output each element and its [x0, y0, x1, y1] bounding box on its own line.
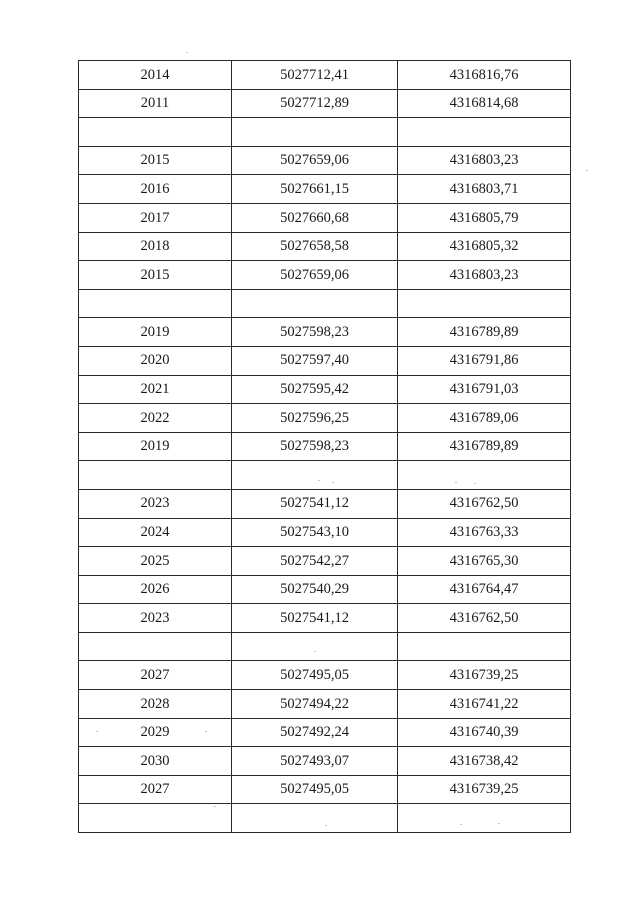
x-coordinate-cell [232, 632, 398, 661]
table-row [79, 489, 571, 518]
point-number-cell: 2030 [79, 747, 232, 776]
table-row [79, 547, 571, 576]
point-number-cell: 2029 [79, 718, 232, 747]
x-coordinate-cell: 5027542,27 [232, 547, 398, 576]
y-coordinate-cell: 4316805,32 [398, 232, 571, 261]
scan-speck [586, 170, 588, 171]
y-coordinate-cell: 4316738,42 [398, 747, 571, 776]
x-coordinate-cell: 5027541,12 [232, 604, 398, 633]
y-coordinate-cell: 4316814,68 [398, 89, 571, 118]
point-number-cell: 2020 [79, 346, 232, 375]
y-coordinate-cell: 4316739,25 [398, 661, 571, 690]
separator-row [79, 289, 571, 318]
y-coordinate-cell: 4316791,03 [398, 375, 571, 404]
x-coordinate-cell: 5027540,29 [232, 575, 398, 604]
y-coordinate-cell: 4316803,23 [398, 146, 571, 175]
y-coordinate-cell: 4316741,22 [398, 690, 571, 719]
x-coordinate-cell: 5027494,22 [232, 690, 398, 719]
separator-row [79, 118, 571, 147]
table-row [79, 346, 571, 375]
x-coordinate-cell [232, 804, 398, 833]
table-row [79, 404, 571, 433]
scan-speck [332, 482, 334, 483]
x-coordinate-cell: 5027661,15 [232, 175, 398, 204]
table-row [79, 203, 571, 232]
point-number-cell: 2024 [79, 518, 232, 547]
x-coordinate-cell: 5027659,06 [232, 261, 398, 290]
coordinates-table-body [79, 61, 571, 833]
x-coordinate-cell [232, 118, 398, 147]
point-number-cell: 2026 [79, 575, 232, 604]
y-coordinate-cell [398, 289, 571, 318]
separator-row [79, 804, 571, 833]
y-coordinate-cell: 4316765,30 [398, 547, 571, 576]
x-coordinate-cell: 5027595,42 [232, 375, 398, 404]
x-coordinate-cell: 5027493,07 [232, 747, 398, 776]
point-number-cell: 2022 [79, 404, 232, 433]
table-row [79, 61, 571, 90]
table-row [79, 318, 571, 347]
table-row [79, 518, 571, 547]
point-number-cell: 2023 [79, 489, 232, 518]
table-row [79, 432, 571, 461]
x-coordinate-cell: 5027495,05 [232, 775, 398, 804]
table-row [79, 775, 571, 804]
point-number-cell [79, 804, 232, 833]
point-number-cell: 2014 [79, 61, 232, 90]
separator-row [79, 461, 571, 490]
scan-speck [460, 824, 462, 825]
point-number-cell: 2019 [79, 318, 232, 347]
table-row [79, 690, 571, 719]
point-number-cell: 2023 [79, 604, 232, 633]
x-coordinate-cell: 5027596,25 [232, 404, 398, 433]
point-number-cell: 2019 [79, 432, 232, 461]
x-coordinate-cell: 5027712,89 [232, 89, 398, 118]
table-row [79, 575, 571, 604]
point-number-cell: 2028 [79, 690, 232, 719]
y-coordinate-cell: 4316740,39 [398, 718, 571, 747]
x-coordinate-cell: 5027660,68 [232, 203, 398, 232]
coordinates-table [78, 60, 571, 833]
x-coordinate-cell: 5027597,40 [232, 346, 398, 375]
table-row [79, 661, 571, 690]
scan-speck [318, 480, 320, 481]
y-coordinate-cell: 4316762,50 [398, 489, 571, 518]
point-number-cell: 2015 [79, 146, 232, 175]
scan-speck [314, 651, 316, 652]
y-coordinate-cell: 4316789,89 [398, 318, 571, 347]
y-coordinate-cell [398, 804, 571, 833]
scan-speck [325, 825, 327, 826]
y-coordinate-cell: 4316789,89 [398, 432, 571, 461]
x-coordinate-cell: 5027598,23 [232, 318, 398, 347]
point-number-cell: 2011 [79, 89, 232, 118]
table-row [79, 89, 571, 118]
point-number-cell: 2027 [79, 775, 232, 804]
point-number-cell [79, 118, 232, 147]
scan-speck [186, 52, 188, 53]
scan-speck [498, 823, 500, 824]
table-row [79, 604, 571, 633]
y-coordinate-cell: 4316791,86 [398, 346, 571, 375]
x-coordinate-cell [232, 289, 398, 318]
point-number-cell: 2016 [79, 175, 232, 204]
y-coordinate-cell [398, 461, 571, 490]
point-number-cell [79, 461, 232, 490]
y-coordinate-cell: 4316763,33 [398, 518, 571, 547]
scan-speck [214, 806, 216, 807]
point-number-cell: 2027 [79, 661, 232, 690]
x-coordinate-cell: 5027659,06 [232, 146, 398, 175]
table-row [79, 232, 571, 261]
x-coordinate-cell [232, 461, 398, 490]
scan-speck [96, 731, 98, 732]
point-number-cell [79, 289, 232, 318]
x-coordinate-cell: 5027495,05 [232, 661, 398, 690]
y-coordinate-cell [398, 632, 571, 661]
table-row [79, 375, 571, 404]
x-coordinate-cell: 5027598,23 [232, 432, 398, 461]
table-row [79, 747, 571, 776]
scan-speck [474, 483, 476, 484]
scan-speck [455, 482, 457, 483]
point-number-cell: 2018 [79, 232, 232, 261]
table-row [79, 146, 571, 175]
y-coordinate-cell: 4316803,23 [398, 261, 571, 290]
y-coordinate-cell [398, 118, 571, 147]
x-coordinate-cell: 5027543,10 [232, 518, 398, 547]
point-number-cell: 2025 [79, 547, 232, 576]
point-number-cell: 2017 [79, 203, 232, 232]
point-number-cell [79, 632, 232, 661]
scan-speck [205, 731, 207, 732]
table-row [79, 261, 571, 290]
y-coordinate-cell: 4316739,25 [398, 775, 571, 804]
x-coordinate-cell: 5027658,58 [232, 232, 398, 261]
y-coordinate-cell: 4316764,47 [398, 575, 571, 604]
y-coordinate-cell: 4316762,50 [398, 604, 571, 633]
point-number-cell: 2021 [79, 375, 232, 404]
y-coordinate-cell: 4316805,79 [398, 203, 571, 232]
table-row [79, 175, 571, 204]
y-coordinate-cell: 4316803,71 [398, 175, 571, 204]
point-number-cell: 2015 [79, 261, 232, 290]
x-coordinate-cell: 5027541,12 [232, 489, 398, 518]
x-coordinate-cell: 5027712,41 [232, 61, 398, 90]
y-coordinate-cell: 4316816,76 [398, 61, 571, 90]
x-coordinate-cell: 5027492,24 [232, 718, 398, 747]
table-row [79, 718, 571, 747]
separator-row [79, 632, 571, 661]
y-coordinate-cell: 4316789,06 [398, 404, 571, 433]
